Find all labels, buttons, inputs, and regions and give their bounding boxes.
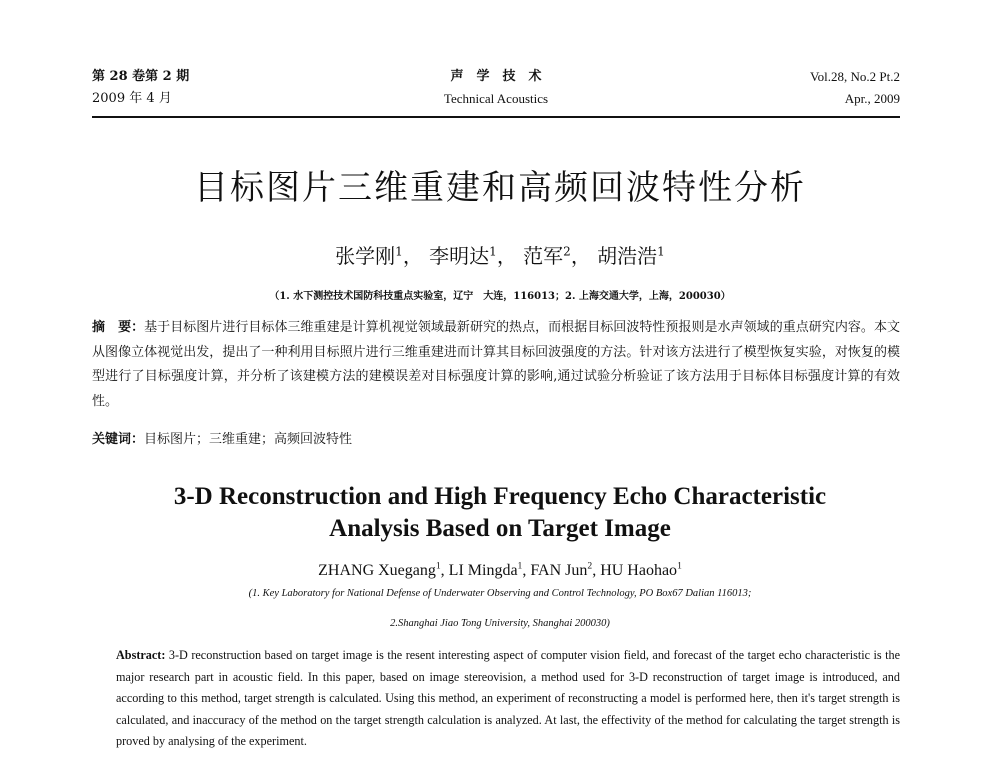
title-en <box>0 481 1000 545</box>
title-en-line2: Analysis Based on Target Image <box>329 515 671 542</box>
header-right <box>810 66 900 110</box>
author-en: ZHANG Xuegang$^1$, <box>318 560 449 579</box>
keywords-cn-label: 关键词： <box>92 432 145 447</box>
authors-cn <box>0 240 1000 269</box>
volume-en: Vol.28, No.2 Pt.2 <box>809 69 900 84</box>
abstract-cn-label: 摘 要： <box>92 320 145 335</box>
abstract-en-text: 3-D reconstruction based on target image is the resent interesting aspect of computer vision field, and forecast of the target echo characteristic is the major research part in acoustic field. In this paper, based on image stereovision, a method used for 3-D reconstruction of target image is introduced, and according to this method, target strength is calculated. Using this method, an experiment of reconstructing a model is performed here, then it's target strength is calculated, and inaccuracy of the method on the target strength calculation is analyzed. At last, the effectivity of the method for calculating the target strength is proved by analysing of the experiment. <box>116 648 900 748</box>
author-cn: 李明达$^1$， <box>429 244 517 268</box>
abstract-cn-text: 基于目标图片进行目标体三维重建是计算机视觉领域最新研究的热点，而根据目标回波特性预报则是水声领域的重点研究内容。本文从图像立体视觉出发，提出了一种利用目标照片进行三维重建进而计算其目标回波强度的方法。针对该方法进行了模型恢复实验，对恢复的模型进行了目标强度计算，并分析了该建模方法的建模误差对目标强度计算的影响,通过试验分析验证了该方法用于目标体目标强度计算的有效性。 <box>92 320 900 409</box>
affiliation-cn: （1. 水下测控技术国防科技重点实验室，辽宁 大连，116013；2. 上海交通大学，上海，200030） <box>269 291 731 302</box>
journal-name-cn: 声 学 技 术 <box>450 69 542 84</box>
title-en-line1: 3-D Reconstruction and High Frequency Echo Characteristic <box>173 483 827 510</box>
author-cn: 胡浩浩$^1$ <box>597 244 665 268</box>
title-cn: 目标图片三维重建和高频回波特性分析 <box>194 168 806 208</box>
affiliation-en-line2: 2.Shanghai Jiao Tong University, Shanghai 200030) <box>390 618 610 629</box>
author-cn: 范军$^2$， <box>523 244 591 268</box>
keywords-cn <box>92 430 900 450</box>
journal-header <box>92 66 900 118</box>
author-en: FAN Jun$^2$, <box>530 560 601 579</box>
abstract-en-label: Abstract: <box>116 648 166 662</box>
volume-cn: 第 28 卷第 2 期 <box>92 69 190 84</box>
keywords-cn-text: 目标图片；三维重建；高频回波特性 <box>144 432 353 447</box>
date-cn: 2009 年 4 月 <box>92 91 172 106</box>
author-en: LI Mingda$^1$, <box>448 560 531 579</box>
abstract-cn <box>92 316 900 414</box>
affiliation-en-line1: (1. Key Laboratory for National Defense of Underwater Observing and Control Technology, PO Box67 Dalian 116013; <box>248 588 752 599</box>
abstract-en <box>116 645 900 753</box>
author-en: HU Haohao$^1$ <box>600 560 682 579</box>
journal-name-en: Technical Acoustics <box>443 91 549 106</box>
date-en: Apr., 2009 <box>844 91 900 106</box>
header-center <box>92 66 900 110</box>
author-cn: 张学刚$^1$， <box>335 244 423 268</box>
authors-en <box>0 562 1000 580</box>
